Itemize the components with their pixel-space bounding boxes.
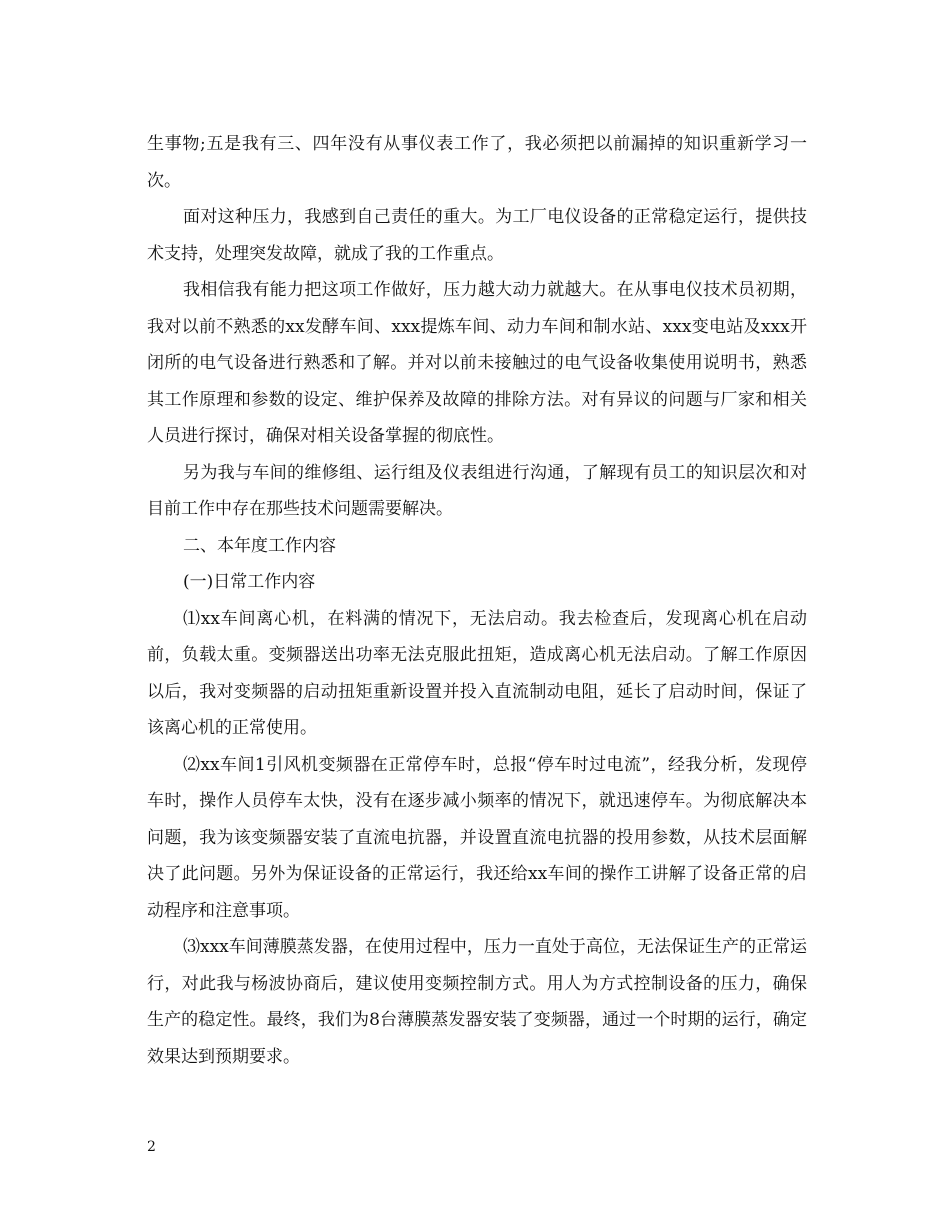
document-body xyxy=(147,126,807,1075)
paragraph-4: 另为我与车间的维修组、运行组及仪表组进行沟通，了解现有员工的知识层次和对目前工作中存在那些技术问题需要解决。 xyxy=(147,462,807,519)
item-2-paragraph: ⑵xx车间1引风机变频器在正常停车时，总报“停车时过电流”，经我分析，发现停车时，操作人员停车太快，没有在逐步减小频率的情况下，就迅速停车。为彻底解决本问题，我为该变频器安装了直流电抗器，并设置直流电抗器的投用参数，从技术层面解决了此问题。另外为保证设备的正常运行，我还给xx车间的操作工讲解了设备正常的启动程序和注意事项。 xyxy=(147,754,807,921)
page-number: 2 xyxy=(147,1139,156,1155)
item-3-paragraph: ⑶xxx车间薄膜蒸发器，在使用过程中，压力一直处于高位，无法保证生产的正常运行，对此我与杨波协商后，建议使用变频控制方式。用人为方式控制设备的压力，确保生产的稳定性。最终，我们为8台薄膜蒸发器安装了变频器，通过一个时期的运行，确定效果达到预期要求。 xyxy=(147,937,807,1067)
subsection-heading: (一)日常工作内容 xyxy=(183,572,316,592)
paragraph-1: 生事物;五是我有三、四年没有从事仪表工作了，我必须把以前漏掉的知识重新学习一次。 xyxy=(147,134,807,191)
paragraph-3: 我相信我有能力把这项工作做好，压力越大动力就越大。在从事电仪技术员初期，我对以前不熟悉的xx发酵车间、xxx提炼车间、动力车间和制水站、xxx变电站及xxx开闭所的电气设备进行熟悉和了解。并对以前未接触过的电气设备收集使用说明书，熟悉其工作原理和参数的设定、维护保养及故障的排除方法。对有异议的问题与厂家和相关人员进行探讨，确保对相关设备掌握的彻底性。 xyxy=(147,280,807,446)
item-1-paragraph: ⑴xx车间离心机，在料满的情况下，无法启动。我去检查后，发现离心机在启动前，负载太重。变频器送出功率无法克服此扭矩，造成离心机无法启动。了解工作原因以后，我对变频器的启动扭矩重新设置并投入直流制动电阻，延长了启动时间，保证了该离心机的正常使用。 xyxy=(147,608,807,738)
paragraph-2: 面对这种压力，我感到自己责任的重大。为工厂电仪设备的正常稳定运行，提供技术支持，处理突发故障，就成了我的工作重点。 xyxy=(147,207,807,264)
section-heading: 二、本年度工作内容 xyxy=(183,535,336,556)
